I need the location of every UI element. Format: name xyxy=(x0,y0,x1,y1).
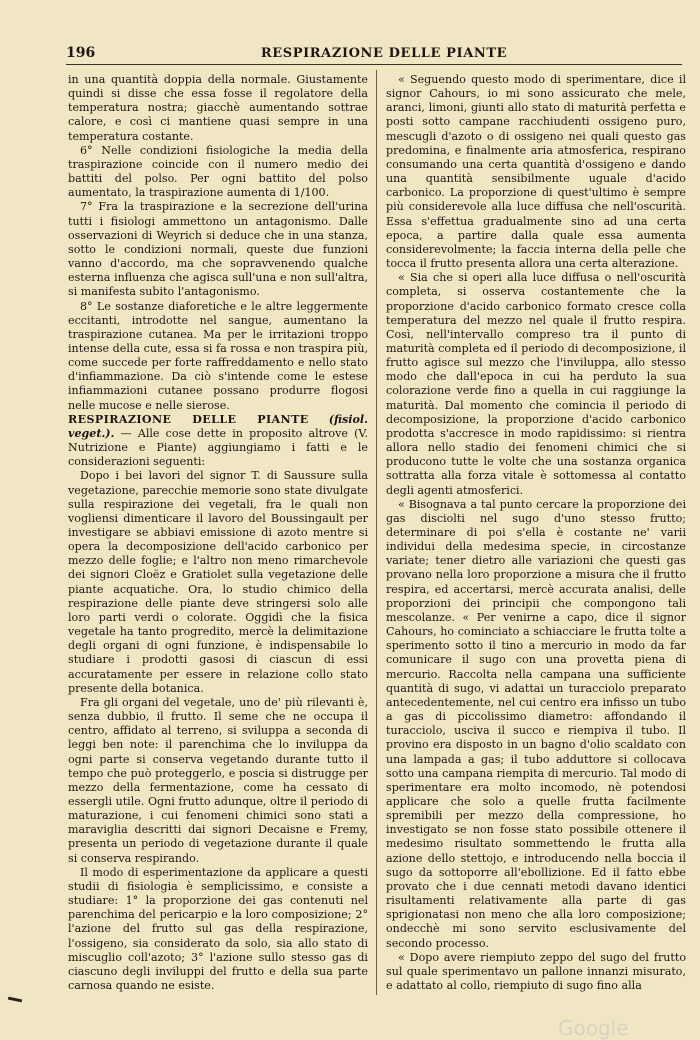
running-header xyxy=(66,44,682,65)
paragraph xyxy=(68,300,368,413)
left-text-column xyxy=(68,73,368,993)
paragraph xyxy=(68,200,368,299)
paragraph-text: « Bisognava a tal punto cercare la proporzione dei gas disciolti nel sugo d'uno stesso frutto; determinare di poi s'ella è costante ne' varii individui della medesima specie, in circostanze variate; tener dietro alle variazioni che questi gas provano nella loro proporzione a misura che il frutto respira, ed accertarsi, mercè accurata analisi, delle proporzioni dei principii che compongono tali mescolanze. « Per venirne a capo, dice il signor Cahours, ho cominciato a schiacciare le frutta tolte a sperimento sotto il tino a mercurio in modo da far comunicare il sugo con una provetta piena di mercurio. Raccolta nella campana una sufficiente quantità di sugo, vi adattai un turacciolo preparato antecedentemente, nel cui centro era infisso un tubo a gas di piccolissimo diametro: affondando il turacciolo, usciva il succo e riempiva il tubo. Il provino era disposto in un bagno d'olio scaldato con una lampada a gas; il tubo adduttore si collocava sotto una campana riempita di mercurio. Tal modo di sperimentare era molto incomodo, nè potendosi applicare che solo a quelle frutta facilmente spremibili per mezzo della compressione, ho investigato se non fosse stato possibile ottenere il medesimo risultato sommettendo le frutta alla azione dello stettojo, e introducendo nella boccia il sugo da sottoporre all'ebollizione. Ed il fatto ebbe provato che i due cennati metodi davano identici risultamenti relativamente alla parte di gas sprigionatasi non meno che alla loro composizione; ondecchè mi sono servito esclusivamente del secondo processo. xyxy=(386,497,686,950)
paragraph xyxy=(68,144,368,201)
section-heading: RESPIRAZIONE DELLE PIANTE xyxy=(68,412,309,426)
margin-ink-mark xyxy=(8,997,22,1003)
paragraph-text: 8° Le sostanze diaforetiche e le altre leggermente eccitanti, introdotte nel sangue, aumentano la traspirazione cutanea. Ma per le irritazioni troppo intense della cute, essa si fa rossa e non traspira più, come succede per forte raffreddamento e nello stato d'infiammazione. Da ciò s'intende come le estese infiammazioni cutanee possano produrre flogosi nelle mucose e nelle sierose. xyxy=(68,299,368,412)
paragraph-text: « Dopo avere riempiuto zeppo del sugo del frutto sul quale sperimentavo un pallone innanzi misurato, e adattato al collo, riempiuto di sugo fino alla xyxy=(386,950,686,992)
watermark: Google xyxy=(558,1016,629,1040)
running-title: RESPIRAZIONE DELLE PIANTE xyxy=(260,46,508,61)
section-reference: (fisiol. veget.). xyxy=(68,412,368,440)
paragraph xyxy=(386,73,686,271)
paragraph-text: Il modo di esperimentazione da applicare a questi studii di fisiologia è semplicissimo, e consiste a studiare: 1° la proporzione dei gas contenuti nel parenchima del pericarpio e la loro composizione; 2° l'azione del frutto sul gas della respirazione, l'ossigeno, sia considerato da solo, sia allo stato di miscuglio coll'azoto; 3° l'azione sullo stesso gas di ciascuno degli inviluppi del frutto e della sua parte carnosa quando ne esiste. xyxy=(68,865,368,992)
page-number: 196 xyxy=(66,45,96,61)
paragraph-text: 7° Fra la traspirazione e la secrezione dell'urina tutti i fisiologi ammettono un antagonismo. Dalle osservazioni di Weyrich si deduce che in una stanza, sotto le condizioni normali, queste due funzioni vanno d'accordo, ma che sopravvenendo qualche esterna influenza che agisca sull'una e non sull'altra, si manifesta subito l'antagonismo. xyxy=(68,200,368,299)
right-text-column xyxy=(386,73,686,993)
paragraph xyxy=(68,696,368,866)
paragraph-text: 6° Nelle condizioni fisiologiche la media della traspirazione coincide con il numero medio dei battiti del polso. Per ogni battito del polso aumentato, la traspirazione aumenta di 1/100. xyxy=(68,143,368,200)
paragraph xyxy=(68,469,368,696)
paragraph xyxy=(68,413,368,470)
paragraph-text: « Seguendo questo modo di sperimentare, dice il signor Cahours, io mi sono assicurato che mele, aranci, limoni, giunti allo stato di maturità perfetta e posti sotto campane racchiudenti ossigeno puro, mescugli d'azoto o di ossigeno nei quali questo gas predomina, e finalmente aria atmosferica, respirano consumando una certa quantità d'ossigeno e dando una quantità sensibilmente uguale d'acido carbonico. La proporzione di quest'ultimo è sempre più considerevole alla luce diffusa che nell'oscurità. Essa s'effettua gradualmente sino ad una certa epoca, a partire dalla quale essa aumenta considerevolmente; la faccia interna della pelle che tocca il frutto presenta allora una certa alterazione. xyxy=(386,73,686,271)
paragraph xyxy=(386,951,686,993)
paragraph-text: Dopo i bei lavori del signor T. di Saussure sulla vegetazione, parecchie memorie sono state divulgate sulla respirazione dei vegetali, fra le quali non vogliensi dimenticare il lavoro del Boussingault per investigare se abbiavi emissione di azoto mentre si opera la decomposizione dell'acido carbonico per mezzo delle foglie; e l'altro non meno rimarchevole dei signori Cloëz e Gratiolet sulla vegetazione delle piante acquatiche. Ora, lo studio chimico della respirazione delle piante deve stringersi solo alle loro parti verdi o colorate. Oggidì che la fisica vegetale ha tanto progredito, mercè la delimitazione degli organi di ogni funzione, è indispensabile lo studiare i prodotti gasosi di ciascun di essi accuratamente per essere in relazione collo stato presente della botanica. xyxy=(68,469,368,695)
paragraph xyxy=(68,866,368,993)
paragraph xyxy=(68,73,368,144)
column-divider xyxy=(376,70,377,995)
paragraph-text: in una quantità doppia della normale. Giustamente quindi si disse che essa fosse il regolatore della temperatura nostra; giacchè aumentando sottrae calore, e così ci mantiene quasi sempre in una temperatura costante. xyxy=(68,73,368,143)
paragraph-text: Fra gli organi del vegetale, uno de' più rilevanti è, senza dubbio, il frutto. Il seme che ne occupa il centro, affidato al terreno, si sviluppa a seconda di leggi ben note: il parenchima che lo inviluppa da ogni parte si conserva vegetando durante tutto il tempo che può proteggerlo, e poscia si distrugge per mezzo della fermentazione, come ha cessato di essergli utile. Ogni frutto adunque, oltre il periodo di maturazione, i cui fenomeni chimici sono stati a maraviglia descritti dai signori Decaisne e Fremy, presenta un periodo di vegetazione durante il quale si conserva respirando. xyxy=(68,695,368,865)
paragraph xyxy=(386,498,686,951)
paragraph-text: « Sia che si operi alla luce diffusa o nell'oscurità completa, si osserva costantemente che la proporzione d'acido carbonico formato cresce colla temperatura del mezzo nel quale il frutto respira. Così, nell'intervallo compreso tra il punto di maturità completa ed il periodo di decomposizione, il frutto agisce sul mezzo che l'inviluppa, allo stesso modo che dall'epoca in cui ha perduto la sua colorazione verde fino a quella in cui raggiunge la maturità. Dal momento che comincia il periodo di decomposizione, la proporzione d'acido carbonico prodotta s'accresce in modo rapidissimo: si rientra allora nello stadio dei fenomeni chimici che si producono tutte le volte che una sostanza organica sottratta alla forza vitale è sottomessa al contatto degli agenti atmosferici. xyxy=(386,271,686,497)
paragraph xyxy=(386,271,686,498)
paragraph-text: — Alle cose dette in proposito altrove (V. Nutrizione e Piante) aggiungiamo i fatti e le considerazioni seguenti: xyxy=(68,426,368,469)
